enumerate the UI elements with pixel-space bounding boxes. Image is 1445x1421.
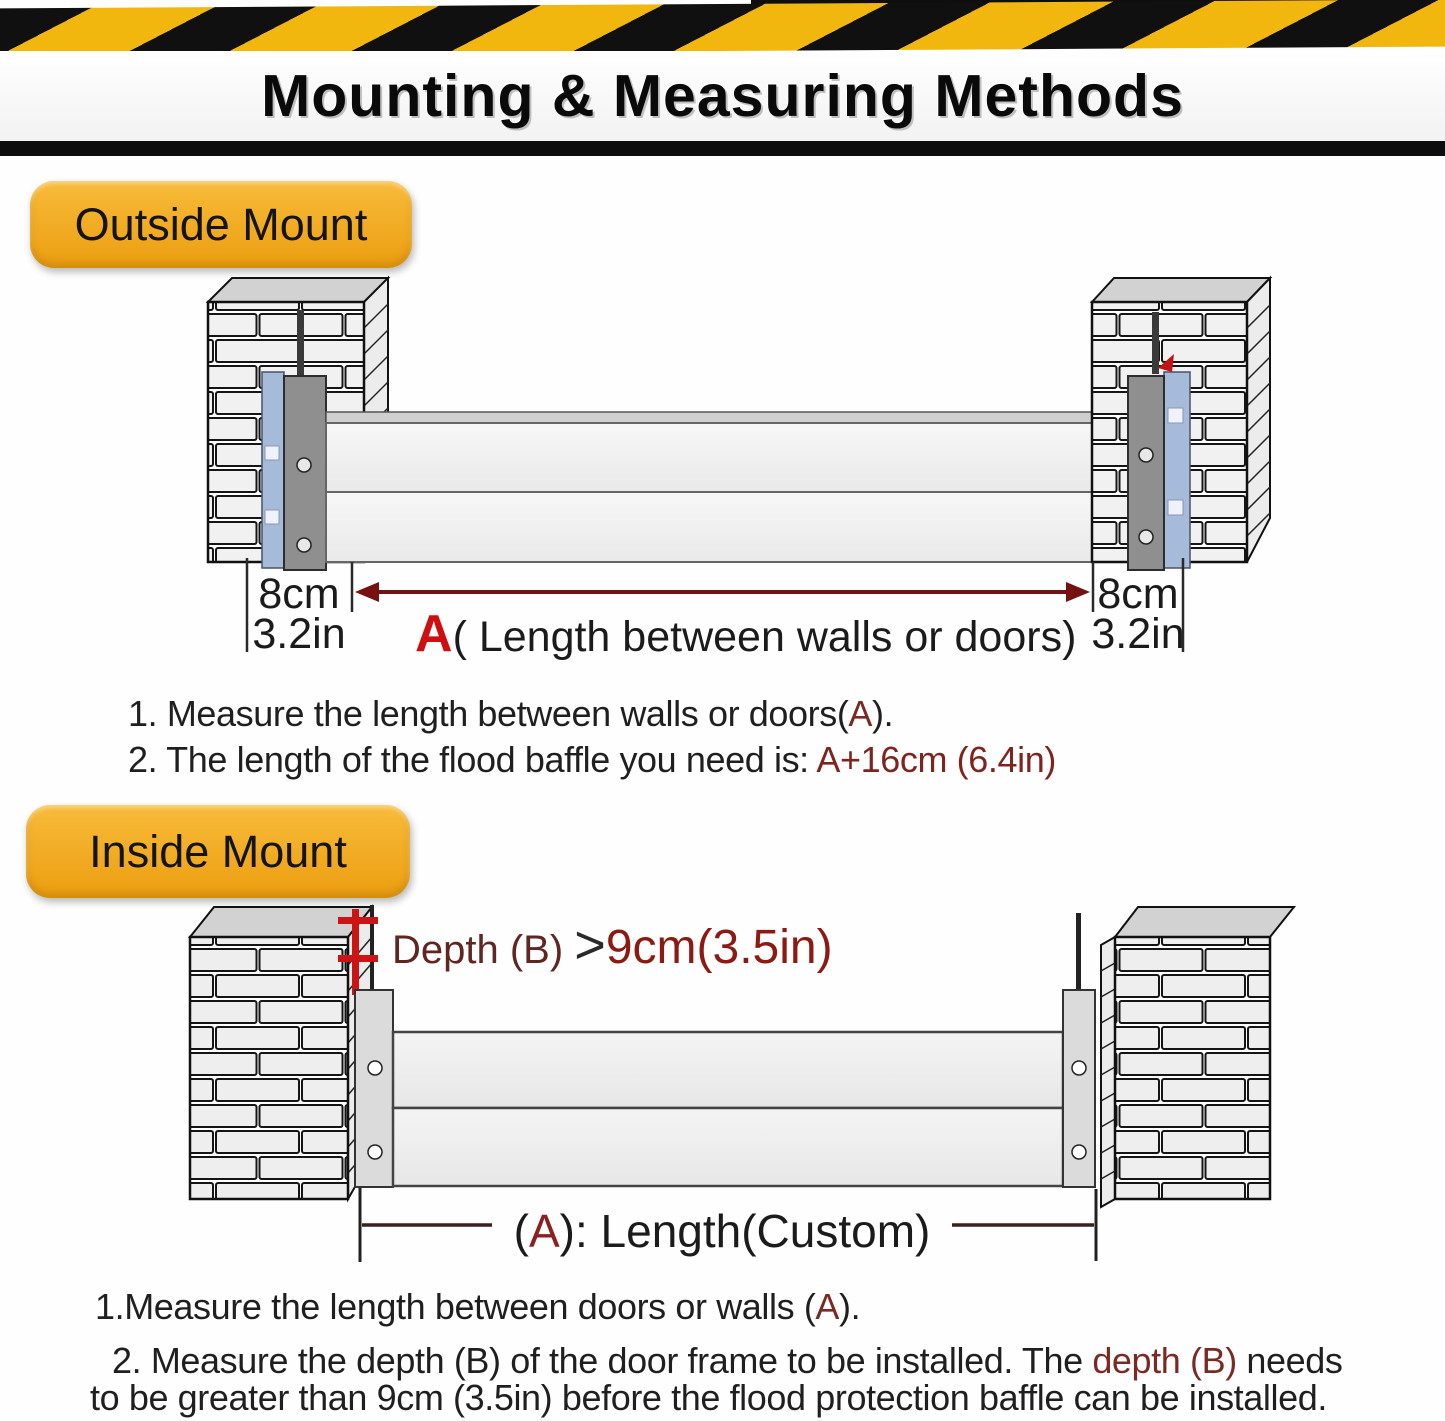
instr-text: ). [839, 1286, 861, 1327]
instr-formula: A+16cm (6.4in) [816, 739, 1056, 780]
baffle-top-edge [326, 412, 1128, 423]
screw-hole [1139, 448, 1153, 462]
right-gap-in: 3.2in [1091, 610, 1185, 658]
right-gap-cm: 8cm [1097, 570, 1179, 618]
left-wall-channel-blue [262, 372, 284, 568]
left-gap-cm: 8cm [258, 570, 340, 618]
inside-instruction-2 [112, 1340, 1343, 1382]
outside-instruction-2 [128, 739, 1056, 781]
inside-instruction-3 [90, 1377, 1327, 1419]
screw-hole [368, 1061, 382, 1075]
depth-bracket-rung [338, 917, 378, 924]
dim-label-rest: ( Length between walls or doors) [452, 613, 1077, 661]
pillar-brick-face [190, 937, 348, 1199]
pillar-side-face [1101, 937, 1115, 1207]
greater-than-sign: > [574, 915, 606, 975]
dim-label-a-length [415, 605, 1076, 663]
depth-value: 9cm(3.5in) [605, 921, 833, 974]
channel-notch [1168, 500, 1183, 515]
pillar-top-face [208, 278, 388, 302]
pillar-brick-face [1115, 937, 1270, 1199]
inside-flood-baffle [393, 1032, 1063, 1186]
baffle-panel-lower [393, 1108, 1063, 1186]
instr-text: ). [872, 693, 894, 734]
outside-dimension [247, 558, 1185, 663]
inside-mount-label [26, 805, 410, 898]
outside-mount-label [30, 181, 412, 268]
left-anchor-pin [297, 310, 304, 376]
inside-dimension [360, 1188, 1096, 1262]
instr-depth-b: depth (B) [1092, 1340, 1237, 1381]
instr-text: 1.Measure the length between doors or walls ( [95, 1286, 816, 1327]
baffle-panel-lower [326, 492, 1128, 562]
screw-hole [297, 538, 311, 552]
instr-text: 1. Measure the length between walls or doors( [128, 693, 849, 734]
caution-tape-stripes [0, 0, 1445, 55]
inside-left-pillar [190, 907, 372, 1199]
outside-flood-baffle [326, 412, 1128, 562]
inside-mount-label-text: Inside Mount [89, 825, 347, 877]
outside-instruction-1 [128, 693, 893, 735]
screw-hole [368, 1145, 382, 1159]
screw-hole [1139, 530, 1153, 544]
depth-label: Depth (B) [392, 928, 575, 972]
baffle-panel-upper [326, 423, 1128, 492]
screw-hole [297, 458, 311, 472]
dim-label-a: A [415, 605, 453, 663]
instr-a: A [815, 1286, 840, 1327]
pillar-top-face [1092, 278, 1270, 302]
inside-right-pillar [1101, 907, 1294, 1207]
outside-mount-diagram [0, 260, 1445, 690]
right-anchor-pin [1152, 312, 1159, 374]
right-wall-channel-blue [1164, 372, 1190, 568]
dim-arrowhead-right [1066, 582, 1090, 602]
pillar-top-face [1115, 907, 1294, 937]
instr-a: A [848, 693, 873, 734]
inside-mount-diagram [0, 895, 1445, 1275]
screw-hole [1072, 1061, 1086, 1075]
channel-notch [265, 446, 279, 460]
instr-text: 2. Measure the depth (B) of the door frame to be installed. The [112, 1340, 1093, 1381]
channel-notch [265, 510, 279, 524]
left-gap-in: 3.2in [252, 610, 346, 658]
depth-bracket-rung [338, 955, 378, 962]
baffle-panel-upper [393, 1032, 1063, 1108]
instr-text: 2. The length of the flood baffle you need is: [128, 739, 817, 780]
instr-text: needs [1236, 1340, 1343, 1381]
length-custom-label [514, 1205, 931, 1257]
inside-instruction-1 [95, 1286, 860, 1328]
length-rest: ): Length(Custom) [559, 1205, 931, 1257]
dim-arrowhead-left [355, 582, 379, 602]
channel-notch [1168, 408, 1183, 423]
title-underline-bar [0, 141, 1445, 156]
instr-text: to be greater than 9cm (3.5in) before the flood protection baffle can be installed. [90, 1377, 1327, 1418]
title-band [0, 51, 1445, 141]
page-title: Mounting & Measuring Methods [261, 63, 1184, 129]
depth-annotation [392, 915, 833, 975]
outside-mount-label-text: Outside Mount [74, 198, 368, 250]
screw-hole [1072, 1145, 1086, 1159]
length-a: A [528, 1205, 560, 1257]
length-open-paren: ( [513, 1205, 529, 1257]
right-anchor-pin [1076, 913, 1081, 990]
